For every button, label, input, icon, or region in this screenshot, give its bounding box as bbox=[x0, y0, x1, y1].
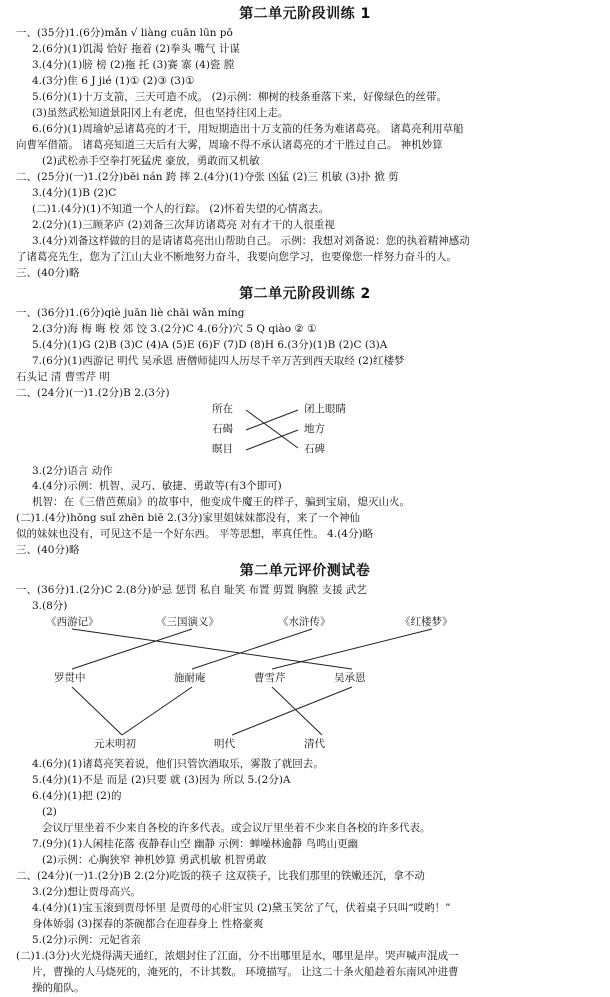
match-right-word: 地方 bbox=[304, 422, 325, 435]
s1-line: (二)1.(4分)(1)不知道一个人的行踪。 (2)怀着失望的心情离去。 bbox=[32, 202, 330, 215]
s3-line: 5.(4分)(1)不是 而是 (2)只要 就 (3)因为 所以 5.(2分)A bbox=[32, 774, 291, 787]
s1-line: 一、(35分)1.(6分)mǎn √ liàng cuān lūn pō bbox=[16, 27, 233, 40]
s3-line: 4.(4分)(1)宝玉滚到贾母怀里 是贾母的心肝宝贝 (2)黛玉笑岔了气，伏着桌子只叫“哎哟！” bbox=[32, 901, 451, 914]
s3-line: (2)示例：心胸狭窄 神机妙算 勇武机敏 机智勇敢 bbox=[42, 854, 267, 867]
s1-line: 5.(6分)(1)十万支箭，三天可造不成。 (2)示例：柳树的枝条垂落下来，好像绿色的丝带。 bbox=[32, 91, 447, 104]
s3-line: 二、(24分)(一)1.(2分)B 2.(2分)吃饭的筷子 这双筷子，比我们那里的铁嫩还沉，拿不动 bbox=[16, 870, 425, 883]
classic-author: 施耐庵 bbox=[174, 672, 206, 685]
classic-era: 元末明初 bbox=[94, 738, 136, 751]
s1-line: 2.(2分)(1)三顾茅庐 (2)刘备三次拜访诸葛亮 对有才干的人很重视 bbox=[32, 218, 335, 231]
section-1-title: 第二单元阶段训练 1 bbox=[239, 6, 371, 22]
classic-author: 吴承恩 bbox=[334, 672, 366, 685]
s2-line: 石头记 清 曹雪芹 明 bbox=[16, 370, 111, 383]
s2-line: (二)1.(4分)hōng suǐ zhēn biē 2.(3分)家里姐妹妹都没有，来了一个神仙 bbox=[16, 512, 360, 525]
classic-book: 《三国演义》 bbox=[156, 616, 219, 629]
s3-line: 身体娇弱 (3)探春的茶碗都合在迎春身上 性格豪爽 bbox=[32, 917, 264, 930]
s3-line: (二)1.(3分)火光烧得满天通红，浓烟封住了江面，分不出哪里是水，哪里是岸。哭声喊声混成一 bbox=[16, 949, 459, 962]
word-matching-diagram bbox=[212, 402, 442, 464]
s1-line: (2)武松赤手空拳打死猛虎 豪放，勇敢而又机敏 bbox=[42, 154, 260, 167]
s2-line: 7.(6分)(1)西游记 明代 吴承恩 唐僧师徒四人历尽千辛万苦到西天取经 (2)红楼梦 bbox=[32, 354, 405, 367]
s2-line: 三、(40分)略 bbox=[16, 544, 80, 557]
s1-line: 4.(3分)隹 6 J jié (1)① (2)③ (3)① bbox=[32, 75, 195, 88]
classic-era: 清代 bbox=[304, 738, 325, 751]
classic-era: 明代 bbox=[214, 738, 235, 751]
s1-line: (3)虽然武松知道景阳冈上有老虎，但也坚持往冈上走。 bbox=[32, 107, 289, 120]
s1-line: 二、(25分)(一)1.(2分)bēi nán 跨 摔 2.(4分)(1)夺张 凶猛 (2)三 机敏 (3)扑 掀 剪 bbox=[16, 170, 399, 183]
classic-book: 《红楼梦》 bbox=[400, 616, 453, 629]
s3-line: 6.(4分)(1)把 (2)的 bbox=[32, 790, 122, 803]
s3-line: 会议厅里坐着不少来自各校的许多代表。或会议厅里坐着不少来自各校的许多代表。 bbox=[42, 822, 431, 835]
section-3-body bbox=[16, 583, 594, 996]
match-left-word: 石碣 bbox=[212, 422, 233, 435]
s2-line: 5.(4分)(1)G (2)B (3)C (4)A (5)E (6)F (7)D (8)H 6.(3分)(1)B (2)C (3)A bbox=[32, 338, 388, 351]
classics-matching-diagram bbox=[32, 615, 532, 757]
match-right-word: 闭上眼睛 bbox=[304, 402, 346, 415]
s1-line: 向曹军借箭。 诸葛亮知道三天后有大雾，周瑜不得不承认诸葛亮的才干胜过自己。 神机妙算 bbox=[16, 138, 443, 151]
section-2-body bbox=[16, 306, 594, 559]
match-right-word: 石碑 bbox=[304, 442, 325, 455]
classic-author: 曹雪芹 bbox=[254, 672, 286, 685]
match-left-word: 所在 bbox=[212, 402, 233, 415]
s1-line: 了诸葛亮先生，您为了江山大业不断地努力奋斗，我要向您学习，也要像您一样努力奋斗的人。 bbox=[16, 250, 457, 263]
s2-line: 二、(24分)(一)1.(2分)B 2.(3分) bbox=[16, 386, 170, 399]
classic-book: 《西游记》 bbox=[46, 616, 99, 629]
s1-line: 3.(4分)(1)B (2)C bbox=[32, 186, 117, 199]
classic-book: 《水浒传》 bbox=[278, 616, 331, 629]
s1-line: 2.(6分)(1)饥渴 恰好 拖着 (2)拳头 嘴气 计谋 bbox=[32, 43, 240, 56]
s3-line: 一、(36分)1.(2分)C 2.(8分)妒忌 惩罚 私自 耻笑 布置 剪置 胸膛 支援 武艺 bbox=[16, 584, 367, 597]
s2-line: 一、(36分)1.(6分)qiè juān liè chāi wǎn míng bbox=[16, 306, 245, 319]
s1-line: 3.(4分)刘备这样做的目的是请诸葛亮出山帮助自己。 示例：我想对刘备说：您的执着精神感动 bbox=[32, 234, 470, 247]
s3-line: 片，曹操的人马烧死的，淹死的，不计其数。 环境描写。 让这二十条火船趁着东南风冲进曹 bbox=[32, 965, 459, 978]
match-left-word: 瞑目 bbox=[212, 442, 233, 455]
s3-line: 5.(2分)示例：元妃省亲 bbox=[32, 933, 141, 946]
s2-line: 似的妹妹也没有，可见这不是一个好东西。 平等思想，率真任性。 4.(4分)略 bbox=[16, 528, 374, 541]
s3-line: (2) bbox=[42, 806, 57, 819]
s3-line: 4.(6分)(1)诸葛亮笑着说，他们只管饮酒取乐，雾散了就回去。 bbox=[32, 758, 324, 771]
s1-line: 6.(6分)(1)周瑜妒忌诸葛亮的才干，用短期造出十万支箭的任务为难诸葛亮。 诸葛亮利用草船 bbox=[32, 122, 464, 135]
s1-line: 3.(4分)(1)膀 榜 (2)拖 托 (3)赛 寨 (4)瓷 膛 bbox=[32, 59, 235, 72]
s2-line: 2.(3分)海 梅 晦 校 郊 饺 3.(2分)C 4.(6分)穴 5 Q qiào ② ① bbox=[32, 322, 317, 335]
section-2-title: 第二单元阶段训练 2 bbox=[239, 285, 371, 302]
s3-line: 3.(8分) bbox=[32, 600, 68, 613]
section-1-body bbox=[16, 26, 594, 281]
s2-line: 4.(4分)示例：机智、灵巧、敏捷、勇敢等(有3个即可) bbox=[32, 480, 282, 493]
s2-line: 3.(2分)语言 动作 bbox=[32, 464, 113, 477]
s1-line: 三、(40分)略 bbox=[16, 266, 80, 279]
section-3-title: 第二单元评价测试卷 bbox=[239, 563, 371, 580]
s3-line: 7.(9分)(1)人闲桂花落 夜静春山空 幽静 示例：蝉噪林逾静 鸟鸣山更幽 bbox=[32, 838, 359, 851]
classic-author: 罗贯中 bbox=[54, 672, 86, 685]
s3-line: 操的船队。 bbox=[32, 981, 85, 994]
s2-line: 机智：在《三借芭蕉扇》的故事中，他变成牛魔王的样子，骗到宝扇，熄灭山火。 bbox=[32, 496, 410, 509]
s3-line: 3.(2分)想让贾母高兴。 bbox=[32, 886, 141, 899]
